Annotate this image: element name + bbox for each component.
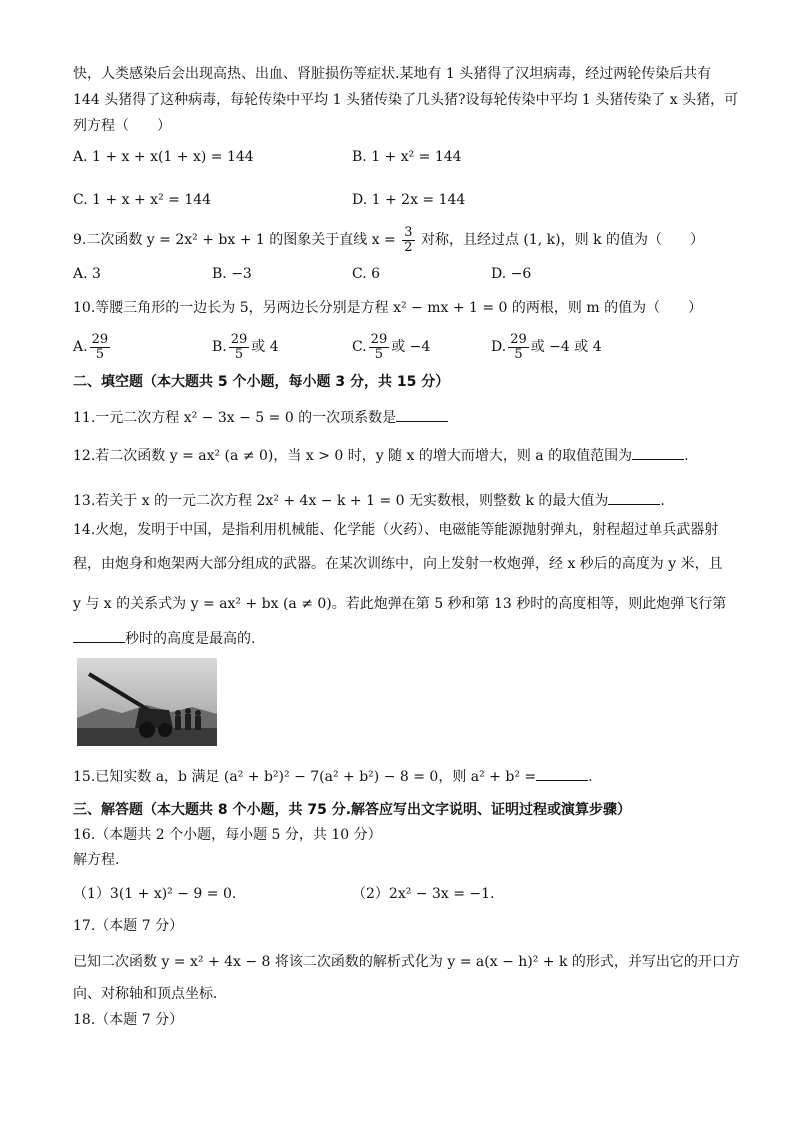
q11-blank: [396, 407, 448, 422]
q16-part-1: （1）3(1 + x)² − 9 = 0.: [73, 886, 237, 902]
line-p2: 144 头猪得了这种病毒，每轮传染中平均 1 头猪传染了几头猪?设每轮传染中平均 1 头猪传染了 x 头猪，可: [73, 92, 739, 108]
q10-option-d: [491, 332, 602, 362]
q10-d-label: D.: [491, 339, 507, 355]
q10-option-a: [73, 332, 112, 362]
q10-a-num: 29: [91, 331, 109, 347]
q10-d-fraction: [508, 333, 529, 362]
q15-text: 15.已知实数 a，b 满足 (a² + b²)² − 7(a² + b²) − 8 = 0，则 a² + b² =: [73, 769, 537, 785]
q17-line-1: 已知二次函数 y = x² + 4x − 8 将该二次函数的解析式化为 y = a(x − h)² + k 的形式，并写出它的开口方: [73, 954, 740, 970]
q9-option-d: D. −6: [491, 266, 532, 282]
artillery-photo-svg: [77, 658, 217, 746]
q16-part-2: （2）2x² − 3x = −1.: [352, 886, 495, 902]
q10-b-label: B.: [212, 339, 227, 355]
q10-option-b: [212, 332, 279, 362]
q13-blank: [608, 490, 660, 505]
q9-option-a: A. 3: [73, 266, 101, 282]
q10-c-suffix: 或 −4: [391, 339, 431, 355]
q9-post: 对称，且经过点 (1, k)，则 k 的值为（ ）: [420, 232, 705, 248]
q10-c-den: 5: [374, 346, 384, 362]
q13: 13.若关于 x 的一元二次方程 2x² + 4x − k + 1 = 0 无实数根，则整数 k 的最大值为 .: [73, 490, 734, 511]
q10-c-num: 29: [370, 331, 388, 347]
q12-blank: [632, 445, 684, 460]
q10-c-label: C.: [352, 339, 367, 355]
q10-b-num: 29: [230, 331, 248, 347]
q10-a-label: A.: [73, 339, 88, 355]
q12: 12.若二次函数 y = ax² (a ≠ 0)，当 x > 0 时，y 随 x 的增大而增大，则 a 的取值范围为 .: [73, 445, 734, 466]
q10-d-num: 29: [510, 331, 527, 347]
q14-line-3: y 与 x 的关系式为 y = ax² + bx (a ≠ 0)。若此炮弹在第 5 秒和第 13 秒时的高度相等，则此炮弹飞行第: [73, 596, 727, 612]
q8-option-d: D. 1 + 2x = 144: [352, 192, 466, 208]
q10-stem: 10.等腰三角形的一边长为 5，另两边长分别是方程 x² − mx + 1 = 0 的两根，则 m 的值为（ ）: [73, 300, 703, 316]
q10-d-den: 5: [514, 346, 523, 362]
q14-blank: [73, 628, 125, 643]
q10-c-fraction: [369, 333, 390, 362]
q14-line-4: [73, 628, 734, 649]
q17-line-2: 向、对称轴和顶点坐标.: [73, 986, 218, 1002]
q9-fraction: [402, 226, 414, 255]
q11: [73, 407, 734, 428]
q10-a-fraction: [90, 333, 111, 362]
section-3-heading: 三、解答题（本大题共 8 个小题，共 75 分.解答应写出文字说明、证明过程或演算步骤）: [73, 802, 632, 818]
q10-option-c: [352, 332, 430, 362]
q8-option-a: A. 1 + x + x(1 + x) = 144: [73, 149, 254, 165]
artillery-photo: [77, 658, 217, 746]
q17-heading: 17.（本题 7 分）: [73, 918, 184, 934]
q14-line-4-text: 秒时的高度是最高的.: [125, 631, 256, 647]
section-2-heading: 二、填空题（本大题共 5 个小题，每小题 3 分，共 15 分）: [73, 374, 450, 390]
q10-b-fraction: [229, 333, 250, 362]
q11-text: 11.一元二次方程 x² − 3x − 5 = 0 的一次项系数是: [73, 410, 397, 426]
line-p3: 列方程（ ）: [73, 118, 171, 134]
q10-d-suffix: 或 −4 或 4: [530, 339, 602, 355]
q9-option-b: B. −3: [212, 266, 252, 282]
q14-line-2: 程，由炮身和炮架两大部分组成的武器。在某次训练中，向上发射一枚炮弹，经 x 秒后的高度为 y 米，且: [73, 556, 723, 572]
q8-option-c: C. 1 + x + x² = 144: [73, 192, 212, 208]
q14-line-1: 14.火炮，发明于中国，是指利用机械能、化学能（火药）、电磁能等能源抛射弹丸，射程超过单兵武器射: [73, 522, 719, 538]
q12-text: 12.若二次函数 y = ax² (a ≠ 0)，当 x > 0 时，y 随 x 的增大而增大，则 a 的取值范围为: [73, 448, 633, 464]
q15: 15.已知实数 a，b 满足 (a² + b²)² − 7(a² + b²) − 8 = 0，则 a² + b² = .: [73, 766, 734, 787]
q9-pre: 9.二次函数 y = 2x² + bx + 1 的图象关于直线 x =: [73, 232, 396, 248]
q15-blank: [536, 766, 588, 781]
line-p1: 快，人类感染后会出现高热、出血、肾脏损伤等症状.某地有 1 头猪得了汉坦病毒，经过两轮传染后共有: [73, 66, 712, 82]
q10-a-den: 5: [95, 346, 104, 362]
q10-b-suffix: 或 4: [251, 339, 279, 355]
q9-stem: [73, 225, 734, 255]
q8-option-b: B. 1 + x² = 144: [352, 149, 462, 165]
q9-den: 2: [404, 239, 413, 255]
q10-b-den: 5: [234, 346, 244, 362]
q9-option-c: C. 6: [352, 266, 381, 282]
q18-heading: 18.（本题 7 分）: [73, 1012, 184, 1028]
q9-num: 3: [404, 224, 413, 240]
q16-heading: 16.（本题共 2 个小题，每小题 5 分，共 10 分）: [73, 827, 382, 843]
q13-text: 13.若关于 x 的一元二次方程 2x² + 4x − k + 1 = 0 无实数根，则整数 k 的最大值为: [73, 493, 609, 509]
q16-instruction: 解方程.: [73, 852, 120, 868]
